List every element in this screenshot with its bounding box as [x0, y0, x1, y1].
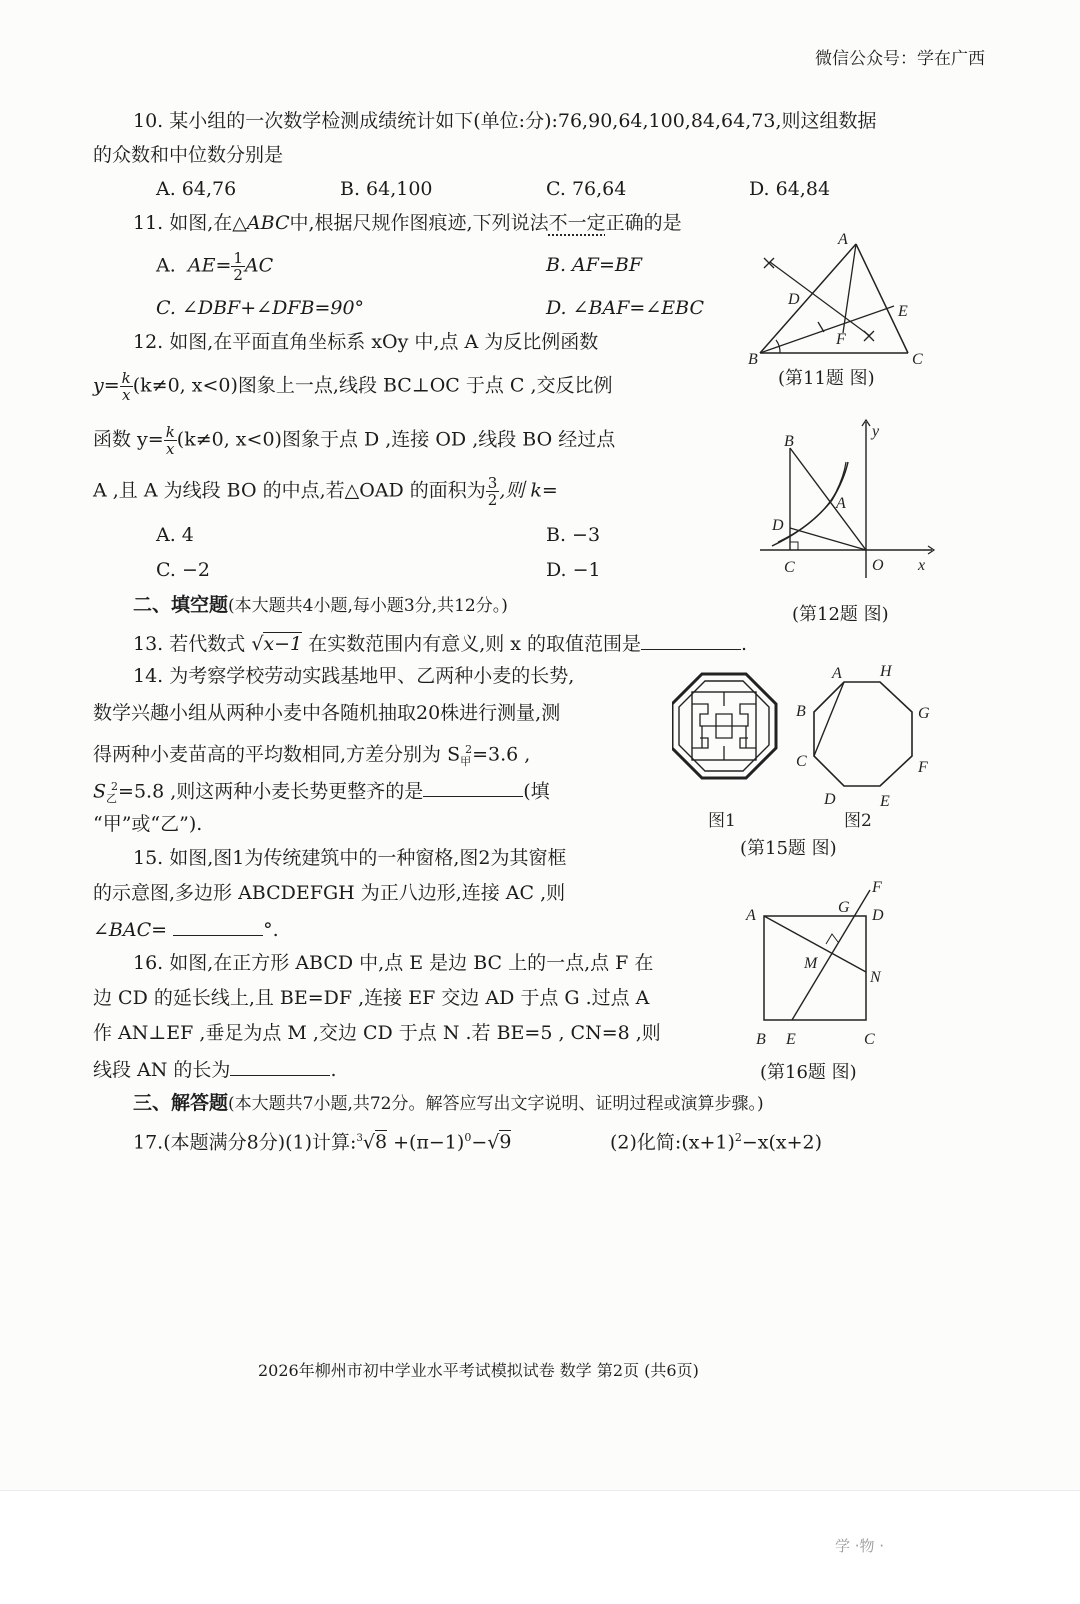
q10-option-b: B. 64,100 [340, 178, 433, 200]
q11-arc-mark-mid [818, 322, 824, 332]
q13-sqrt-sign: √ [251, 633, 264, 655]
q16-line4a: 线段 AN 的长为 [93, 1059, 231, 1081]
q12-area-den: 2 [487, 491, 498, 509]
q16-line4 [93, 1055, 336, 1083]
q17-exp2: 2 [734, 1131, 742, 1144]
q12-right-angle [790, 542, 798, 550]
q16-label-f: F [872, 879, 882, 896]
q16-line3: 作 AN⊥EF ,垂足为点 M ,交边 CD 于点 N .若 BE=5 , CN=8 ,则 [93, 1022, 661, 1044]
q11-option-d: D. ∠BAF=∠EBC [546, 297, 704, 319]
q15-label-a: A [832, 665, 842, 682]
q12-label-c: C [784, 559, 795, 576]
q11-label-a: A [838, 231, 848, 248]
q12-line3 [93, 424, 615, 457]
q11-option-a [156, 250, 273, 283]
q11-label-d: D [788, 291, 800, 308]
q12-option-a: A. 4 [156, 524, 194, 546]
q16-right-angle [826, 934, 838, 944]
q11-label-c: C [912, 351, 923, 368]
q16-label-a: A [746, 907, 756, 924]
q12-line3-text: (k≠0, x<0)图象于点 D ,连接 OD ,线段 BO 经过点 [176, 428, 616, 451]
q14-sup-yi: 2 [111, 780, 119, 793]
source-header: 微信公众号：学在广西 [815, 49, 985, 69]
q14-line4b: =5.8 ,则这两种小麦长势更整齐的是 [118, 780, 424, 803]
q12-label-b: B [784, 433, 794, 450]
q16-label-c: C [864, 1031, 875, 1048]
q15-label-h: H [880, 664, 892, 680]
q12-option-c: C. −2 [156, 559, 210, 581]
q14-line1: 14. 为考察学校劳动实践基地甲、乙两种小麦的长势, [133, 665, 575, 687]
q11-stem [133, 210, 682, 236]
q17-part2b: −x(x+2) [741, 1131, 823, 1154]
q12-label-y: y [872, 423, 880, 440]
section3-title: 三、解答题 [133, 1092, 229, 1114]
q13-line [133, 629, 747, 657]
q10-line2: 的众数和中位数分别是 [93, 144, 284, 166]
q16-label-b: B [756, 1031, 766, 1048]
q12-func-k-2: k [165, 423, 175, 441]
q17-root-sign-2: √ [487, 1131, 500, 1154]
q17-part2-label: (2)化简:(x+1) [610, 1131, 735, 1154]
q12-func-frac-2 [164, 424, 177, 457]
q17-part1 [133, 1125, 511, 1155]
bottom-strip [0, 1490, 1080, 1604]
q15-fig2-label: 图2 [844, 811, 872, 831]
q12-segment-od [790, 528, 866, 550]
q14-line3a: 得两种小麦苗高的平均数相同,方差分别为 S [93, 743, 461, 766]
q15-fig1-label: 图1 [708, 811, 736, 831]
q11-label-f: F [836, 331, 846, 348]
q14-line2: 数学兴趣小组从两种小麦中各随机抽取20株进行测量,测 [93, 702, 561, 724]
q13-answer-blank [641, 629, 741, 650]
section3-note: (本大题共7小题,共72分。解答应写出文字说明、证明过程或演算步骤。) [228, 1094, 764, 1114]
q13-end: . [741, 633, 748, 655]
q14-sup-jia: 2 [465, 743, 473, 756]
q16-label-e: E [786, 1031, 796, 1048]
q14-answer-blank [423, 776, 523, 797]
q12-label-d: D [772, 517, 784, 534]
q16-line2: 边 CD 的延长线上,且 BE=DF ,连接 EF 交边 AD 于点 G .过点 A [93, 987, 650, 1009]
q15-label-g: G [918, 705, 930, 722]
q11-option-a-rhs: AC [244, 254, 274, 277]
q17-exp0: 0 [464, 1131, 472, 1144]
q11-label-b: B [748, 351, 758, 368]
q14-line4c: (填 [523, 780, 550, 803]
q12-line4-pre: A ,且 A 为线段 BO 的中点,若△OAD 的面积为 [93, 479, 486, 502]
q16-answer-blank [230, 1055, 330, 1076]
q15-octagon [814, 682, 912, 786]
q14-line3 [93, 737, 530, 775]
q15-line3b: °. [263, 919, 279, 941]
q15-line3 [93, 915, 279, 943]
page-footer: 2026年柳州市初中学业水平考试模拟试卷 数学 第2页 (共6页) [258, 1361, 699, 1380]
section3-heading [133, 1090, 764, 1117]
q12-line1: 12. 如图,在平面直角坐标系 xOy 中,点 A 为反比例函数 [133, 331, 599, 353]
q14-line4a: S [93, 780, 107, 803]
q12-func-k: k [121, 369, 131, 387]
q12-func-y: y= [93, 374, 120, 397]
q12-label-x: x [918, 557, 926, 574]
q11-fraction-num: 1 [233, 249, 243, 267]
q15-label-d: D [824, 791, 836, 808]
bottom-watermark: 学 ·物 · [835, 1537, 885, 1555]
q16-caption: (第16题 图) [760, 1062, 857, 1083]
q17-part2 [610, 1125, 822, 1155]
q11-stem-a: 11. 如图,在 [133, 212, 233, 234]
q12-line2 [93, 370, 613, 403]
q10-option-c: C. 76,64 [546, 178, 627, 200]
q11-option-a-lhs: AE= [187, 254, 232, 277]
q15-label-f: F [918, 759, 928, 776]
q17-root-index: 3 [356, 1133, 363, 1144]
q11-option-b: B. AF=BF [546, 254, 643, 276]
q12-func-x: x [121, 386, 131, 404]
q12-label-o: O [872, 557, 884, 574]
q12-line3-pre: 函数 y= [93, 428, 164, 451]
q14-sub-yi: 乙 [106, 792, 118, 806]
q11-side-ac [856, 244, 908, 353]
q16-label-m: M [804, 955, 818, 972]
q12-area-frac [486, 475, 500, 508]
q11-fraction [231, 250, 245, 283]
q11-arc-mark-top [764, 258, 774, 268]
q11-option-a-label: A. [156, 254, 176, 277]
q15-window-lattice [672, 674, 776, 778]
q15-label-b: B [796, 703, 806, 720]
q12-area-num: 3 [487, 474, 498, 492]
q17-mid: +(π−1) [387, 1131, 465, 1154]
q12-func-frac [120, 370, 133, 403]
q16-label-d: D [872, 907, 884, 924]
q16-line4b: . [330, 1059, 337, 1081]
q13-radicand: x−1 [263, 633, 303, 655]
q17-radicand-1: 8 [374, 1131, 388, 1154]
q15-label-c: C [796, 753, 807, 770]
q17-minus: − [471, 1131, 488, 1154]
q12-label-a: A [836, 495, 846, 512]
q13-post: 在实数范围内有意义,则 x 的取值范围是 [308, 633, 642, 655]
q16-line1: 16. 如图,在正方形 ABCD 中,点 E 是边 BC 上的一点,点 F 在 [133, 952, 654, 974]
q11-stem-b: △ABC [232, 212, 290, 234]
q16-figure [742, 876, 902, 1056]
q15-line3a: ∠BAC= [93, 919, 168, 941]
q11-option-c: C. ∠DBF+∠DFB=90° [156, 297, 365, 319]
q12-option-d: D. −1 [546, 559, 601, 581]
q15-diagonal-ac [814, 682, 844, 756]
q12-line2-text: (k≠0, x<0)图象上一点,线段 BC⊥OC 于点 C ,交反比例 [132, 374, 613, 397]
q14-line4 [93, 774, 550, 812]
q12-segment-bo [790, 448, 866, 550]
q16-label-g: G [838, 899, 850, 916]
q12-line4 [93, 475, 558, 508]
q12-figure [760, 418, 940, 583]
q17-radicand-2: 9 [499, 1131, 512, 1154]
q10-line1: 10. 某小组的一次数学检测成绩统计如下(单位:分):76,90,64,100,84,64,73,则这组数据 [133, 110, 877, 132]
q11-label-e: E [898, 303, 908, 320]
section2-title: 二、填空题 [133, 594, 229, 616]
q12-line4-post: ,则 k= [499, 479, 558, 502]
q15-line2: 的示意图,多边形 ABCDEFGH 为正八边形,连接 AC ,则 [93, 882, 566, 904]
q14-line3b: =3.6 , [472, 743, 531, 766]
q13-pre: 13. 若代数式 [133, 633, 246, 655]
q11-stem-c: 中,根据尺规作图痕迹,下列说法 [289, 212, 549, 234]
q14-line5: “甲”或“乙”). [93, 813, 203, 835]
q12-option-b: B. −3 [546, 524, 601, 546]
q15-caption: (第15题 图) [740, 838, 837, 859]
section2-heading [133, 592, 508, 619]
q15-answer-blank [173, 915, 263, 936]
q11-figure [748, 228, 928, 368]
q15-line1: 15. 如图,图1为传统建筑中的一种窗格,图2为其窗框 [133, 847, 567, 869]
q11-stem-e: 正确的是 [605, 212, 682, 234]
q11-arc-mark-bottom [864, 331, 874, 341]
q17-root-sign-1: √ [362, 1131, 375, 1154]
q14-sub-jia: 甲 [460, 755, 472, 769]
q17-part1-label: 17.(本题满分8分)(1)计算: [133, 1131, 357, 1154]
q10-option-a: A. 64,76 [156, 178, 237, 200]
q10-option-d: D. 64,84 [749, 178, 831, 200]
q16-label-n: N [870, 969, 881, 986]
q12-func-x-2: x [166, 440, 175, 458]
q11-caption: (第11题 图) [778, 368, 875, 389]
q11-emphasis: 不一定 [548, 212, 606, 234]
q12-caption: (第12题 图) [792, 604, 889, 625]
q11-fraction-den: 2 [233, 266, 243, 284]
q15-label-e: E [880, 793, 890, 810]
q15-figure [672, 664, 952, 834]
section2-note: (本大题共4小题,每小题3分,共12分。) [228, 596, 508, 616]
